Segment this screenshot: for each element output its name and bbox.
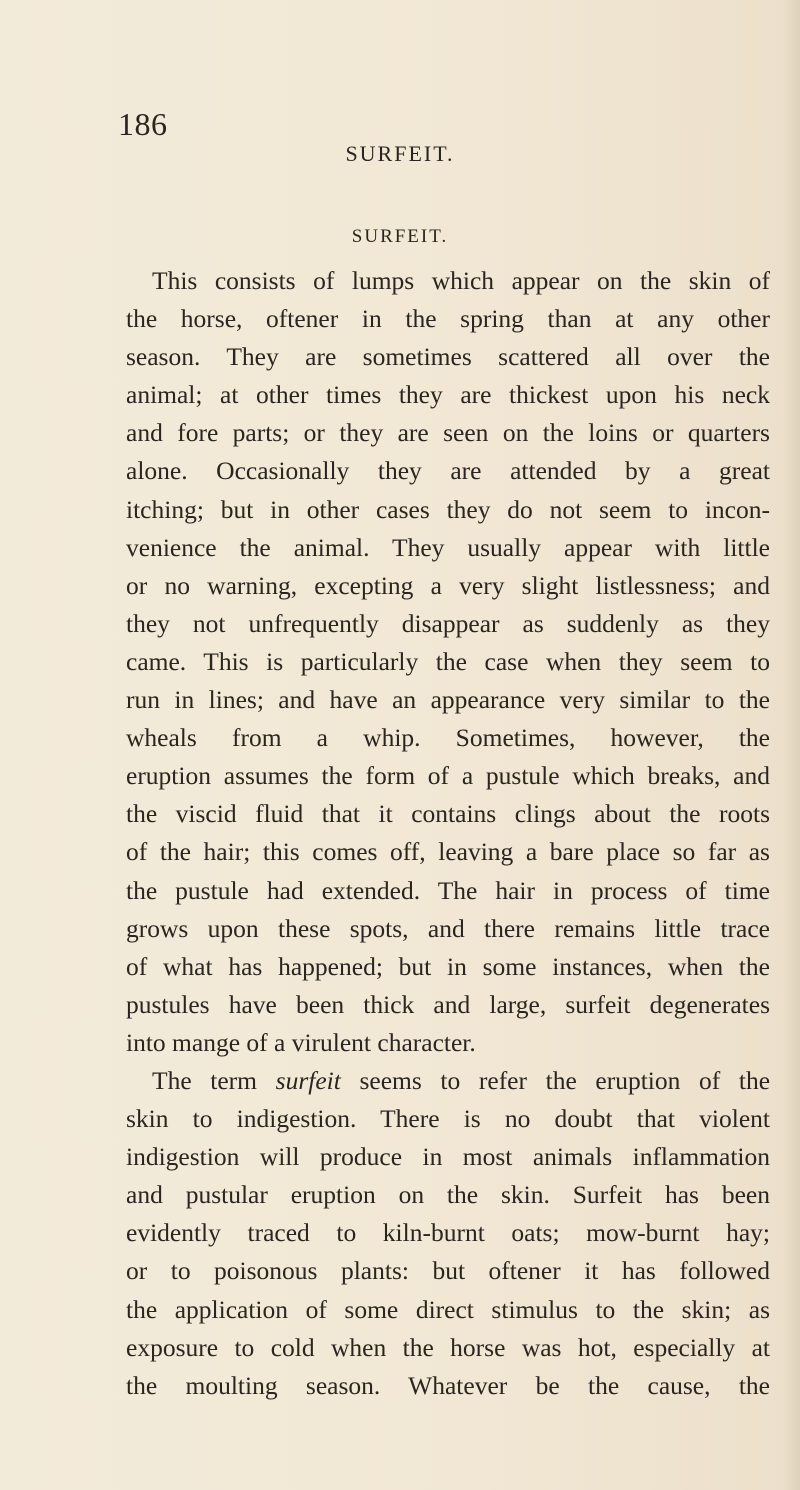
- text-fragment: The term: [152, 1065, 258, 1095]
- text-line: skin to indigestion. There is no doubt that violent: [126, 1104, 770, 1134]
- text-line: of the hair; this comes off, leaving a bare place so far as: [126, 837, 770, 867]
- text-line: and pustular eruption on the skin. Surfeit has been: [126, 1180, 770, 1210]
- text-line: indigestion will produce in most animals inflammation: [126, 1142, 770, 1172]
- text-fragment: seems to refer the eruption of the: [359, 1065, 771, 1095]
- text-line: venience the animal. They usually appear with little: [126, 532, 770, 562]
- text-line: and fore parts; or they are seen on the loins or quarters: [126, 418, 770, 448]
- text-line: the moulting season. Whatever be the cause, the: [126, 1370, 770, 1400]
- paragraph-1: [126, 262, 770, 1062]
- text-line: season. They are sometimes scattered all over the: [126, 342, 770, 372]
- body-text: [126, 262, 770, 1405]
- running-head: SURFEIT.: [345, 141, 455, 166]
- text-line: the horse, oftener in the spring than at any other: [126, 304, 770, 334]
- text-line: alone. Occasionally they are attended by a great: [126, 456, 770, 486]
- text-line: grows upon these spots, and there remains little trace: [126, 913, 770, 943]
- text-line: pustules have been thick and large, surfeit degenerates: [126, 989, 770, 1019]
- page-number: 186: [118, 106, 168, 142]
- text-line: or to poisonous plants: but oftener it has followed: [126, 1256, 770, 1286]
- text-line: the viscid fluid that it contains clings about the roots: [126, 799, 770, 829]
- text-line: animal; at other times they are thickest upon his neck: [126, 380, 770, 410]
- paragraph-2: [126, 1062, 770, 1405]
- page-edge-shadow: [782, 0, 800, 1490]
- text-line: [126, 1062, 770, 1100]
- text-line: into mange of a virulent character.: [126, 1027, 476, 1057]
- text-line: evidently traced to kiln-burnt oats; mow-burnt hay;: [126, 1218, 770, 1248]
- text-line: This consists of lumps which appear on the skin of: [152, 266, 770, 295]
- text-line: run in lines; and have an appearance very similar to the: [126, 685, 770, 715]
- text-line: the application of some direct stimulus to the skin; as: [126, 1294, 770, 1324]
- text-line: came. This is particularly the case when they seem to: [126, 646, 770, 676]
- text-line: the pustule had extended. The hair in process of time: [126, 875, 770, 905]
- section-title: SURFEIT.: [351, 226, 449, 247]
- text-line: exposure to cold when the horse was hot, especially at: [126, 1332, 770, 1362]
- text-line: they not unfrequently disappear as suddenly as they: [126, 608, 770, 638]
- italic-term: surfeit: [275, 1065, 341, 1095]
- text-line: wheals from a whip. Sometimes, however, the: [126, 723, 770, 753]
- text-line: itching; but in other cases they do not seem to incon-: [126, 494, 770, 524]
- text-line: or no warning, excepting a very slight listlessness; and: [126, 570, 770, 600]
- text-line: of what has happened; but in some instances, when the: [126, 951, 770, 981]
- text-line: eruption assumes the form of a pustule which breaks, and: [126, 761, 770, 791]
